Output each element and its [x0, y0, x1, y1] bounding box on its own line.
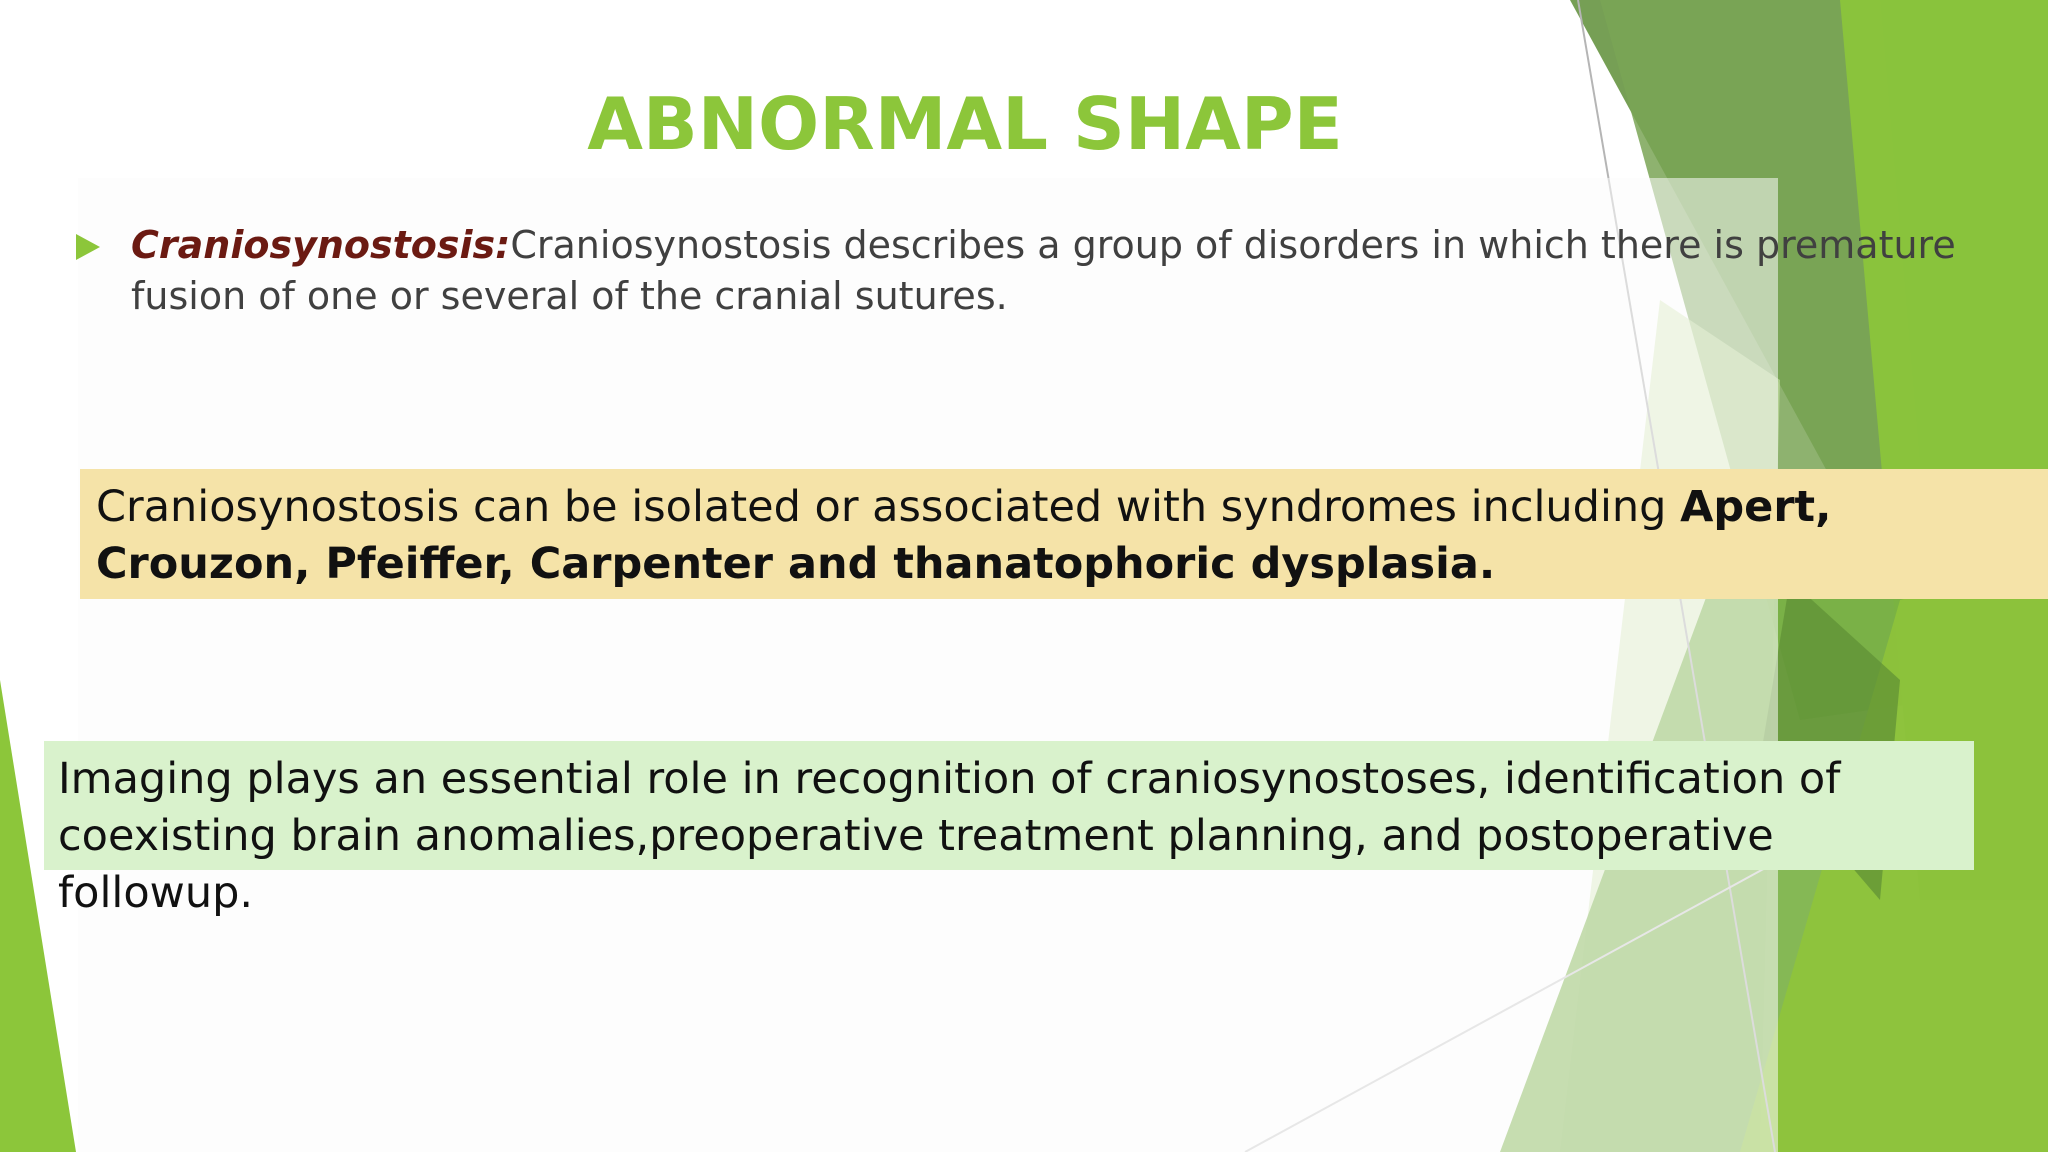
- syndromes-text: [96, 479, 2046, 593]
- imaging-text: Imaging plays an essential role in recognition of craniosynostoses, identification of coexisting brain anomalies,preoperative treatment planning, and postoperative followup.: [58, 754, 1841, 918]
- syndromes-list: Apert, Crouzon, Pfeiffer, Carpenter and thanatophoric dysplasia.: [96, 482, 1832, 589]
- slide-title: ABNORMAL SHAPE: [587, 82, 1343, 166]
- content-panel: [78, 178, 1778, 1152]
- syndromes-box: [80, 469, 2048, 599]
- imaging-box: [44, 741, 1974, 918]
- syndromes-intro: Craniosynostosis can be isolated or associated with syndromes including: [96, 482, 1681, 532]
- bullet-term: Craniosynostosis: [131, 223, 496, 267]
- bullet-arrow-icon: [76, 234, 100, 260]
- bullet-text: [131, 220, 2031, 322]
- bullet-separator: :: [495, 223, 511, 267]
- bullet-definition: Craniosynostosis describes a group of disorders in which there is premature fusion of one or several of the cranial sutures.: [131, 223, 1956, 318]
